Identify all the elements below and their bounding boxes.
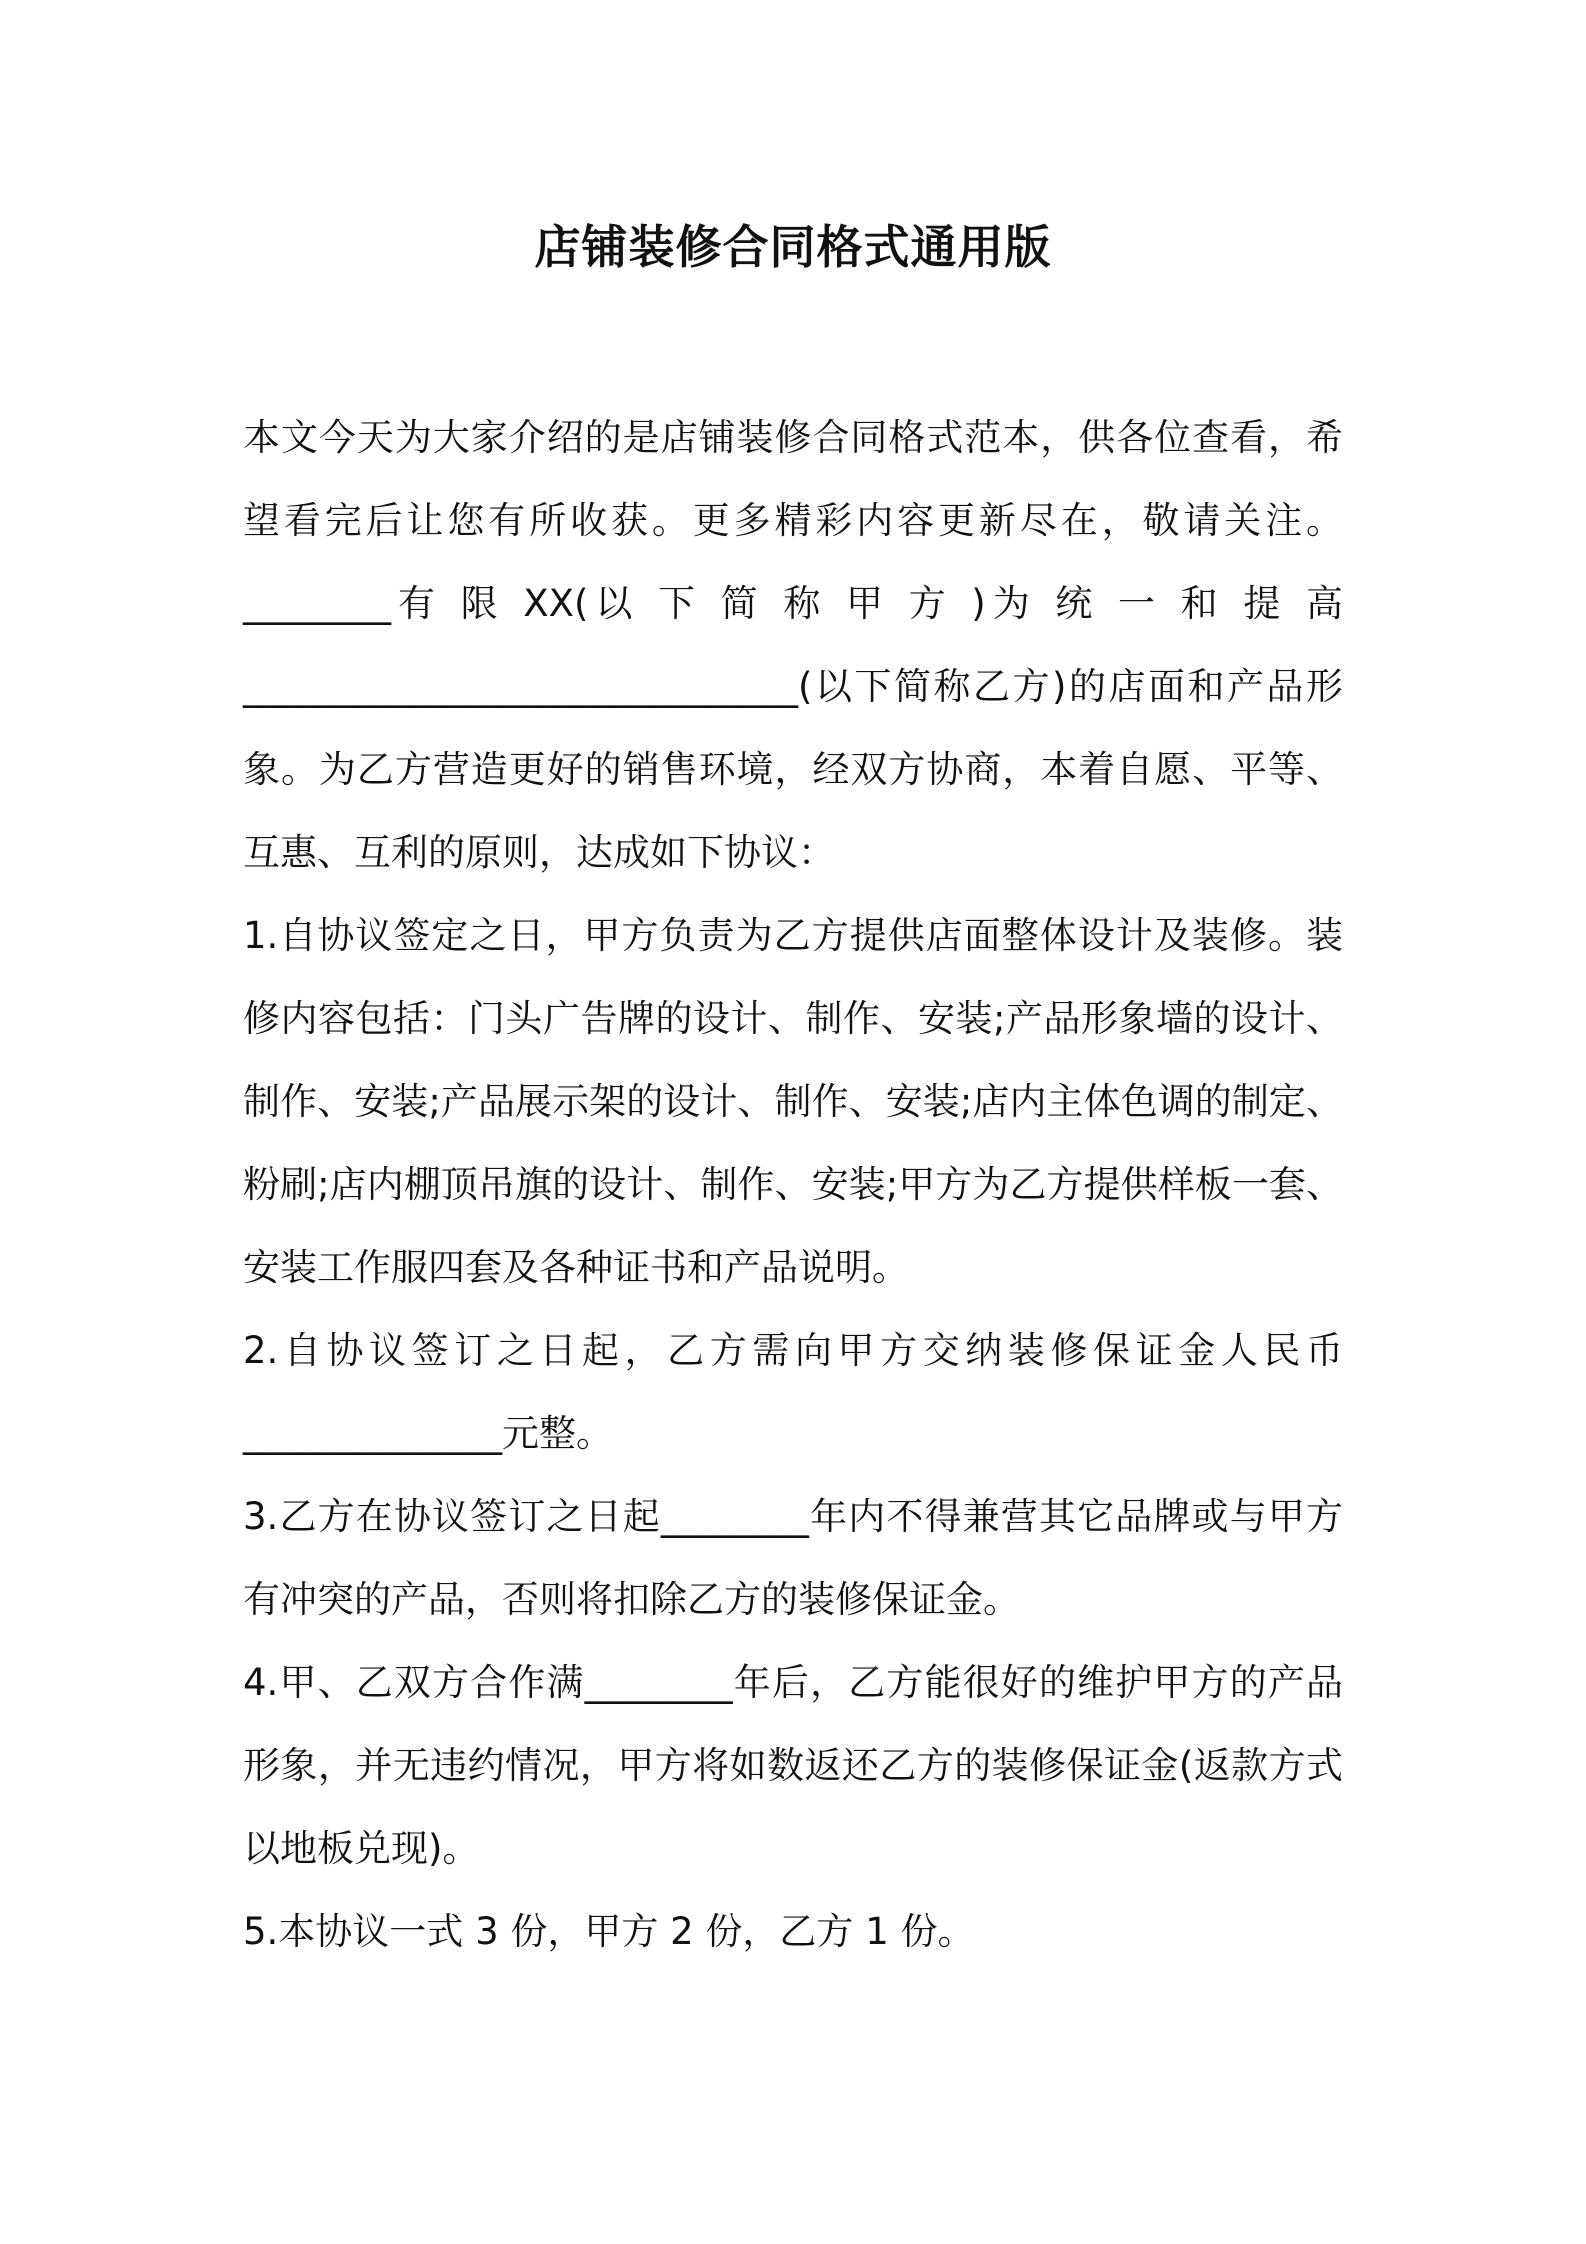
document-title: 店铺装修合同格式通用版 — [534, 220, 1052, 274]
document-body — [243, 396, 1343, 1973]
clause-1: 1.自协议签定之日，甲方负责为乙方提供店面整体设计及装修。装修内容包括：门头广告牌的设计、制作、安装;产品形象墙的设计、制作、安装;产品展示架的设计、制作、安装;店内主体色调的制定、粉刷;店内棚顶吊旗的设计、制作、安装;甲方为乙方提供样板一套、安装工作服四套及各种证书和产品说明。 — [243, 914, 1343, 1289]
clause-5: 5.本协议一式 3 份，甲方 2 份，乙方 1 份。 — [243, 1910, 975, 1953]
clause-4: 4.甲、乙双方合作满________年后，乙方能很好的维护甲方的产品形象，并无违约情况，甲方将如数返还乙方的装修保证金(返款方式以地板兑现)。 — [243, 1661, 1343, 1870]
clause-2: 2.自协议签订之日起，乙方需向甲方交纳装修保证金人民币______________元整。 — [243, 1329, 1343, 1455]
intro-paragraph: 本文今天为大家介绍的是店铺装修合同格式范本，供各位查看，希望看完后让您有所收获。更多精彩内容更新尽在，敬请关注。 ________有 限 XX(以 下 简 称 甲 方 )为 统 一 和 提 高 ______________________________(以下简称乙方)的店面和产品形象。为乙方营造更好的销售环境，经双方协商，本着自愿、平等、互惠、互利的原则，达成如下协议： — [243, 416, 1343, 874]
clause-3: 3.乙方在协议签订之日起________年内不得兼营其它品牌或与甲方有冲突的产品，否则将扣除乙方的装修保证金。 — [243, 1495, 1343, 1621]
